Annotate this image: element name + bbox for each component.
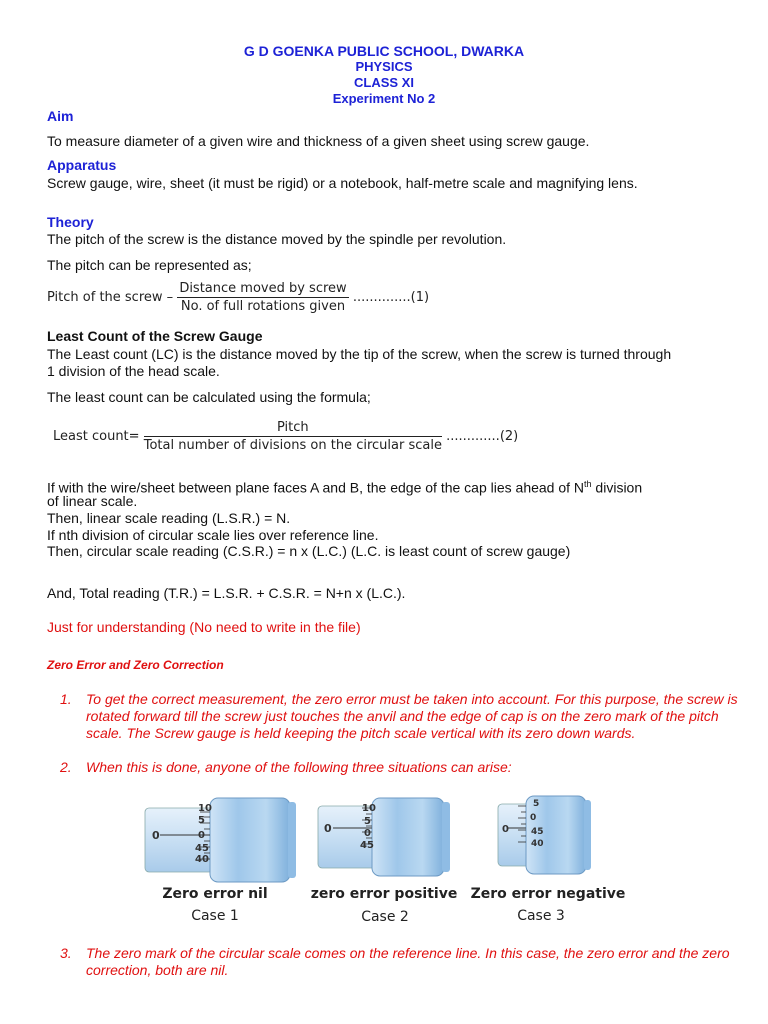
subject-title: PHYSICS bbox=[355, 59, 413, 74]
lc-denominator: Total number of divisions on the circular scale bbox=[143, 438, 442, 453]
list-item-text: To get the correct measurement, the zero error must be taken into account. For this purpose, the screw is rotated forward till the screw just touches the anvil and the edge of cap is on the zero mark of the pitch scale. The Screw gauge is held keeping the pitch scale vertical with its zero down wards. bbox=[86, 691, 738, 741]
least-count-line-3: The least count can be calculated using the formula; bbox=[47, 389, 371, 405]
least-count-line-2: 1 division of the head scale. bbox=[47, 363, 220, 379]
reading-line-5: Then, circular scale reading (C.S.R.) = n x (L.C.) (L.C. is least count of screw gauge) bbox=[47, 543, 571, 559]
list-item-text: The zero mark of the circular scale comes on the reference line. In this case, the zero error and the zero correction, both are nil. bbox=[86, 945, 730, 978]
gauge-case-1 bbox=[145, 798, 296, 882]
list-item-number: 1. bbox=[60, 691, 72, 707]
figure-case-3: Case 3 bbox=[517, 908, 565, 924]
gauge-case-3 bbox=[498, 796, 591, 874]
tick-label: 5 bbox=[364, 816, 371, 827]
lc-fraction bbox=[144, 420, 442, 453]
tick-label: 0 bbox=[198, 830, 205, 841]
aim-heading: Aim bbox=[47, 108, 74, 124]
pitch-formula-tag: ..............(1) bbox=[352, 290, 430, 305]
pitch-formula: Pitch of the screw – $\frac{\text{Distance moved by screw}}{\text{No. of full rotations given}}$ ..............(1) bbox=[47, 281, 430, 314]
understanding-note: Just for understanding (No need to write in the file) bbox=[47, 619, 361, 635]
total-reading: And, Total reading (T.R.) = L.S.R. + C.S.R. = N+n x (L.C.). bbox=[47, 585, 406, 601]
lc-formula-lhs: Least count bbox=[53, 429, 129, 444]
list-item-text: When this is done, anyone of the following three situations can arise: bbox=[86, 759, 512, 775]
lc-formula-tag: .............(2) bbox=[446, 429, 519, 444]
list-item-number: 3. bbox=[60, 945, 72, 961]
tick-label: 45 bbox=[195, 843, 209, 854]
reading-line-1a: If with the wire/sheet between plane faces A and B, the edge of the cap lies ahead of N bbox=[47, 479, 585, 496]
tick-label: 45 bbox=[360, 840, 374, 851]
tick-label: 10 bbox=[362, 803, 376, 814]
list-item bbox=[60, 759, 740, 776]
zero-label: 0 bbox=[324, 822, 332, 835]
zero-label: 0 bbox=[502, 824, 509, 835]
class-title: CLASS XI bbox=[354, 75, 414, 90]
theory-line-1: The pitch of the screw is the distance moved by the spindle per revolution. bbox=[47, 231, 507, 247]
tick-label: 45 bbox=[531, 827, 544, 837]
list-item bbox=[60, 945, 740, 979]
reading-line-2: of linear scale. bbox=[47, 493, 138, 509]
least-count-formula: Least count= $\frac{\text{Pitch}}{\text{Total number of divisions on the circular scale}}$ .............(2) bbox=[53, 420, 519, 453]
figure-title-2: zero error positive bbox=[310, 886, 458, 902]
theory-line-2: The pitch can be represented as; bbox=[47, 257, 252, 273]
tick-label: 0 bbox=[364, 828, 371, 839]
reading-line-1b: division bbox=[591, 479, 643, 496]
pitch-denominator: No. of full rotations given bbox=[180, 299, 346, 314]
screw-gauge-figures bbox=[140, 790, 640, 890]
aim-text: To measure diameter of a given wire and thickness of a given sheet using screw gauge. bbox=[47, 133, 590, 149]
figure-case-2: Case 2 bbox=[361, 909, 409, 925]
tick-label: 0 bbox=[530, 813, 537, 823]
apparatus-text: Screw gauge, wire, sheet (it must be rigid) or a notebook, half-metre scale and magnifying lens. bbox=[47, 175, 638, 191]
reading-line-4: If nth division of circular scale lies over reference line. bbox=[47, 527, 379, 543]
zero-label: 0 bbox=[152, 829, 160, 842]
tick-label: 40 bbox=[195, 854, 209, 865]
figure-case-1: Case 1 bbox=[191, 908, 239, 924]
reading-line-3: Then, linear scale reading (L.S.R.) = N. bbox=[47, 510, 291, 526]
least-count-line-1: The Least count (LC) is the distance moved by the tip of the screw, when the screw is turned through bbox=[47, 346, 672, 362]
gauge-case-2 bbox=[318, 798, 450, 876]
pitch-numerator: Distance moved by screw bbox=[179, 281, 347, 296]
least-count-heading: Least Count of the Screw Gauge bbox=[47, 328, 263, 344]
reading-superscript: th bbox=[584, 479, 592, 489]
figure-title-1: Zero error nil bbox=[162, 886, 268, 902]
tick-label: 5 bbox=[198, 815, 205, 826]
tick-label: 10 bbox=[198, 803, 212, 814]
lc-numerator: Pitch bbox=[144, 420, 442, 437]
tick-label: 40 bbox=[531, 839, 544, 849]
figure-title-3: Zero error negative bbox=[470, 886, 626, 902]
pitch-formula-lhs: Pitch of the screw bbox=[47, 290, 163, 305]
list-item bbox=[60, 691, 740, 742]
tick-label: 5 bbox=[533, 799, 540, 809]
list-item-number: 2. bbox=[60, 759, 72, 775]
apparatus-heading: Apparatus bbox=[47, 157, 117, 173]
zero-error-heading: Zero Error and Zero Correction bbox=[47, 658, 224, 672]
experiment-title: Experiment No 2 bbox=[332, 91, 436, 106]
pitch-fraction bbox=[177, 281, 348, 314]
theory-heading: Theory bbox=[47, 214, 94, 230]
school-title: G D GOENKA PUBLIC SCHOOL, DWARKA bbox=[243, 43, 525, 59]
